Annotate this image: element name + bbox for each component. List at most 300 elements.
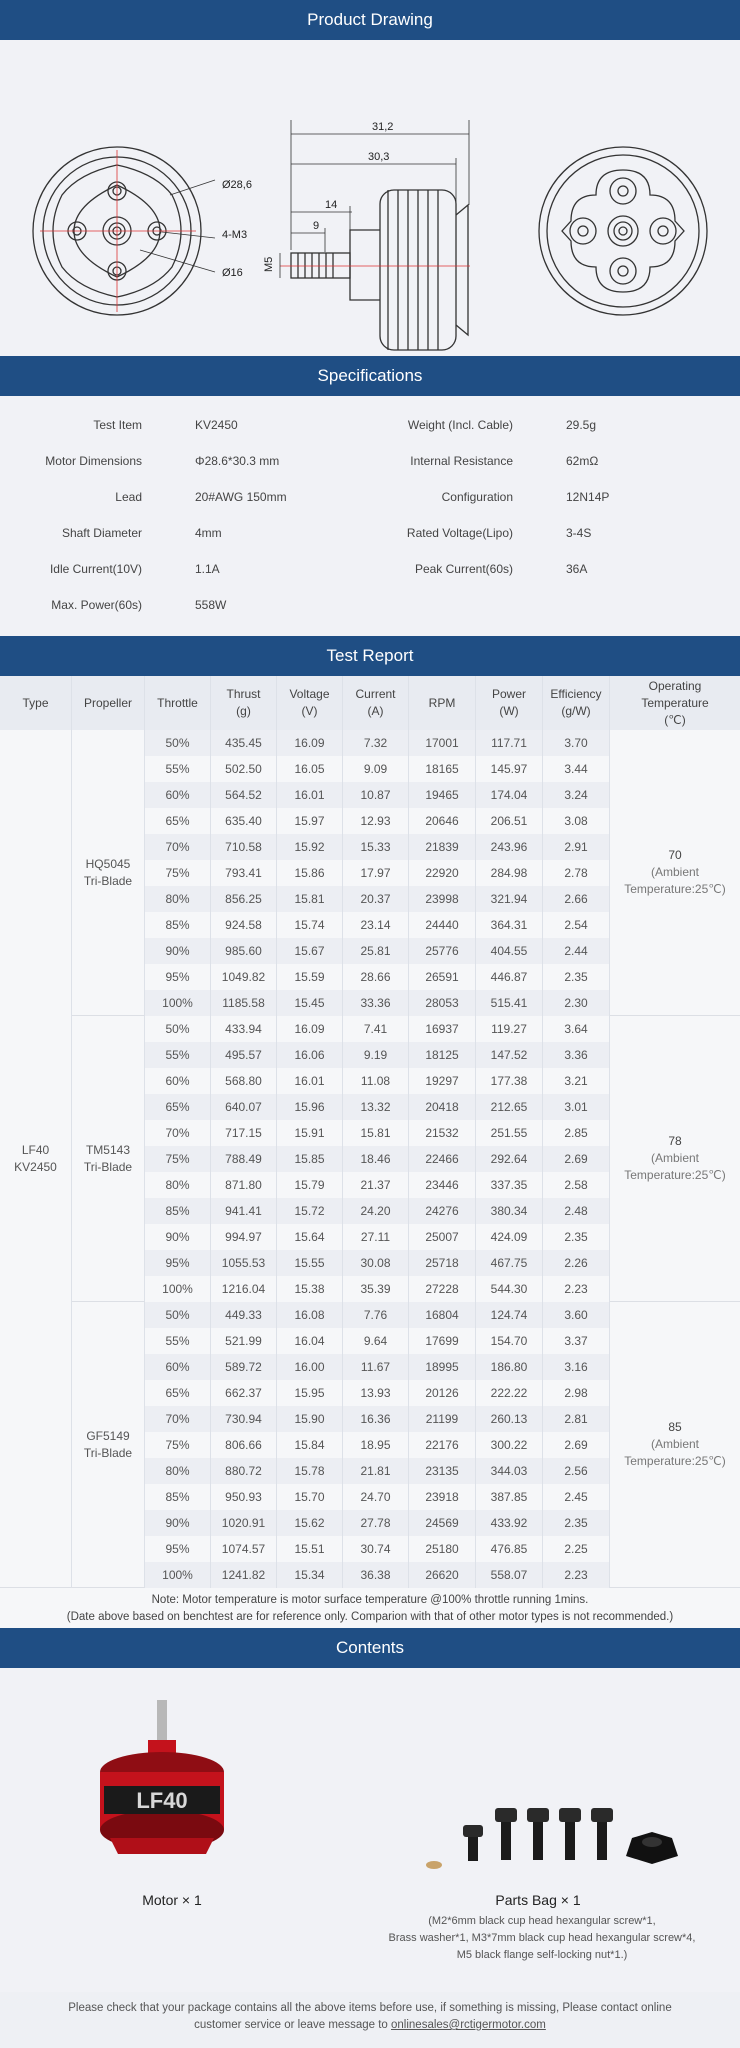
efficiency-cell: 2.81 — [543, 1406, 610, 1432]
throttle-cell: 100% — [145, 1276, 211, 1302]
efficiency-cell: 3.60 — [543, 1302, 610, 1328]
current-cell: 33.36 — [343, 990, 409, 1016]
power-cell: 174.04 — [476, 782, 543, 808]
table-row — [145, 1328, 610, 1354]
efficiency-cell: 3.16 — [543, 1354, 610, 1380]
current-cell: 13.93 — [343, 1380, 409, 1406]
header-propeller: Propeller — [72, 676, 145, 730]
power-cell: 558.07 — [476, 1562, 543, 1588]
voltage-cell: 15.85 — [277, 1146, 343, 1172]
table-row — [145, 1510, 610, 1536]
table-row — [145, 1042, 610, 1068]
parts-detail: (M2*6mm black cup head hexangular screw*1, Brass washer*1, M3*7mm black cup head hexangular screw*4, M5 black flange self-locking nut*1.) — [388, 1915, 696, 1961]
spec-value: 62mΩ — [566, 454, 599, 468]
spec-label: Lead — [115, 490, 142, 504]
current-cell: 28.66 — [343, 964, 409, 990]
throttle-cell: 75% — [145, 1432, 211, 1458]
throttle-cell: 85% — [145, 912, 211, 938]
parts-image — [426, 1808, 678, 1869]
power-cell: 212.65 — [476, 1094, 543, 1120]
efficiency-cell: 3.36 — [543, 1042, 610, 1068]
test-report-table — [0, 676, 740, 1628]
efficiency-cell: 2.25 — [543, 1536, 610, 1562]
efficiency-cell: 2.48 — [543, 1198, 610, 1224]
current-cell: 17.97 — [343, 860, 409, 886]
thrust-cell: 994.97 — [211, 1224, 277, 1250]
thrust-cell: 635.40 — [211, 808, 277, 834]
current-cell: 7.32 — [343, 730, 409, 756]
current-cell: 27.11 — [343, 1224, 409, 1250]
header-power: Power (W) — [476, 676, 543, 730]
spec-value: 12N14P — [566, 490, 610, 504]
dim-14-label: 14 — [325, 199, 338, 211]
temperature-value: 70 — [668, 848, 682, 862]
efficiency-cell: 2.66 — [543, 886, 610, 912]
package-contents — [0, 1668, 740, 1992]
power-cell: 186.80 — [476, 1354, 543, 1380]
throttle-cell: 85% — [145, 1198, 211, 1224]
dim-d16-label: Ø16 — [222, 267, 243, 279]
efficiency-cell: 3.24 — [543, 782, 610, 808]
power-cell: 243.96 — [476, 834, 543, 860]
spec-label: Motor Dimensions — [45, 454, 142, 468]
rpm-cell: 23998 — [409, 886, 476, 912]
current-cell: 35.39 — [343, 1276, 409, 1302]
thrust-cell: 1074.57 — [211, 1536, 277, 1562]
spec-label: Weight (Incl. Cable) — [407, 418, 513, 432]
power-cell: 467.75 — [476, 1250, 543, 1276]
rpm-cell: 23918 — [409, 1484, 476, 1510]
table-header — [0, 676, 740, 730]
voltage-cell: 15.92 — [277, 834, 343, 860]
throttle-cell: 50% — [145, 1302, 211, 1328]
current-cell: 10.87 — [343, 782, 409, 808]
efficiency-cell: 2.44 — [543, 938, 610, 964]
thrust-cell: 640.07 — [211, 1094, 277, 1120]
power-cell: 154.70 — [476, 1328, 543, 1354]
spec-value: 4mm — [195, 526, 222, 540]
ambient-note: (Ambient Temperature:25℃) — [624, 1437, 726, 1468]
drawing-svg — [0, 40, 740, 356]
table-row — [145, 756, 610, 782]
current-cell: 13.32 — [343, 1094, 409, 1120]
thrust-cell: 521.99 — [211, 1328, 277, 1354]
thrust-cell: 793.41 — [211, 860, 277, 886]
spec-value: 558W — [195, 598, 227, 612]
motor-image — [100, 1700, 224, 1854]
voltage-cell: 16.04 — [277, 1328, 343, 1354]
voltage-cell: 15.90 — [277, 1406, 343, 1432]
power-cell: 222.22 — [476, 1380, 543, 1406]
throttle-cell: 95% — [145, 1536, 211, 1562]
efficiency-cell: 3.44 — [543, 756, 610, 782]
current-cell: 21.37 — [343, 1172, 409, 1198]
temperature-cell — [610, 1302, 740, 1588]
footer — [0, 2000, 740, 2034]
power-cell: 476.85 — [476, 1536, 543, 1562]
efficiency-cell: 2.35 — [543, 1510, 610, 1536]
rpm-cell: 24440 — [409, 912, 476, 938]
power-cell: 260.13 — [476, 1406, 543, 1432]
voltage-cell: 15.34 — [277, 1562, 343, 1588]
spec-label: Max. Power(60s) — [51, 598, 142, 612]
table-row — [145, 1302, 610, 1328]
voltage-cell: 15.45 — [277, 990, 343, 1016]
voltage-cell: 16.09 — [277, 730, 343, 756]
throttle-cell: 60% — [145, 782, 211, 808]
throttle-cell: 70% — [145, 1120, 211, 1146]
efficiency-cell: 2.35 — [543, 964, 610, 990]
spec-value: KV2450 — [195, 418, 238, 432]
throttle-cell: 100% — [145, 990, 211, 1016]
table-row — [145, 1224, 610, 1250]
spec-label: Configuration — [441, 490, 513, 504]
throttle-cell: 65% — [145, 1380, 211, 1406]
rpm-cell: 21199 — [409, 1406, 476, 1432]
thrust-cell: 806.66 — [211, 1432, 277, 1458]
efficiency-cell: 2.69 — [543, 1146, 610, 1172]
dim-9-label: 9 — [313, 220, 320, 232]
voltage-cell: 15.81 — [277, 886, 343, 912]
footer-line-1: Please check that your package contains all the above items before use, if something is missing, Please contact online — [68, 2002, 672, 2014]
power-cell: 344.03 — [476, 1458, 543, 1484]
current-cell: 21.81 — [343, 1458, 409, 1484]
temperature-cell — [610, 730, 740, 1016]
throttle-cell: 75% — [145, 860, 211, 886]
power-cell: 380.34 — [476, 1198, 543, 1224]
power-cell: 515.41 — [476, 990, 543, 1016]
power-cell: 433.92 — [476, 1510, 543, 1536]
spec-label: Peak Current(60s) — [414, 562, 513, 576]
power-cell: 387.85 — [476, 1484, 543, 1510]
table-row — [145, 1458, 610, 1484]
header-rpm: RPM — [409, 676, 476, 730]
power-cell: 424.09 — [476, 1224, 543, 1250]
table-row — [145, 1198, 610, 1224]
throttle-cell: 90% — [145, 938, 211, 964]
efficiency-cell: 2.30 — [543, 990, 610, 1016]
throttle-cell: 75% — [145, 1146, 211, 1172]
efficiency-cell: 2.23 — [543, 1562, 610, 1588]
throttle-cell: 65% — [145, 1094, 211, 1120]
note-line-1: Note: Motor temperature is motor surface temperature @100% throttle running 1mins. — [151, 1594, 589, 1606]
power-cell: 147.52 — [476, 1042, 543, 1068]
table-row — [145, 834, 610, 860]
table-row — [145, 886, 610, 912]
power-cell: 404.55 — [476, 938, 543, 964]
parts-caption: Parts Bag × 1 — [495, 1892, 581, 1908]
power-cell: 145.97 — [476, 756, 543, 782]
table-row — [145, 782, 610, 808]
table-row — [145, 730, 610, 756]
spec-label: Internal Resistance — [410, 454, 513, 468]
table-row — [145, 1380, 610, 1406]
current-cell: 16.36 — [343, 1406, 409, 1432]
voltage-cell: 15.84 — [277, 1432, 343, 1458]
voltage-cell: 15.38 — [277, 1276, 343, 1302]
thrust-cell: 924.58 — [211, 912, 277, 938]
current-cell: 9.09 — [343, 756, 409, 782]
current-cell: 24.20 — [343, 1198, 409, 1224]
rpm-cell: 22466 — [409, 1146, 476, 1172]
efficiency-cell: 2.45 — [543, 1484, 610, 1510]
voltage-cell: 15.86 — [277, 860, 343, 886]
efficiency-cell: 2.69 — [543, 1432, 610, 1458]
efficiency-cell: 2.56 — [543, 1458, 610, 1484]
type-cell: LF40 KV2450 — [0, 730, 72, 1588]
section-title-report: Test Report — [0, 636, 740, 676]
power-cell: 251.55 — [476, 1120, 543, 1146]
motor-side-view — [291, 190, 468, 350]
header-thrust: Thrust (g) — [211, 676, 277, 730]
power-cell: 321.94 — [476, 886, 543, 912]
throttle-cell: 85% — [145, 1484, 211, 1510]
header-current: Current (A) — [343, 676, 409, 730]
rpm-cell: 22176 — [409, 1432, 476, 1458]
thrust-cell: 495.57 — [211, 1042, 277, 1068]
throttle-cell: 55% — [145, 1042, 211, 1068]
thrust-cell: 433.94 — [211, 1016, 277, 1042]
header-voltage: Voltage (V) — [277, 676, 343, 730]
voltage-cell: 15.59 — [277, 964, 343, 990]
spec-value: 3-4S — [566, 526, 592, 540]
spec-label: Rated Voltage(Lipo) — [406, 526, 513, 540]
motor-top-view — [539, 147, 707, 315]
note-line-2: (Date above based on benchtest are for reference only. Comparion with that of other motor types is not recommended.) — [66, 1611, 674, 1623]
motor-caption: Motor × 1 — [142, 1892, 202, 1908]
power-cell: 124.74 — [476, 1302, 543, 1328]
power-cell: 206.51 — [476, 808, 543, 834]
efficiency-cell: 3.70 — [543, 730, 610, 756]
spec-label: Test Item — [93, 418, 142, 432]
thrust-cell: 1216.04 — [211, 1276, 277, 1302]
thrust-cell: 1020.91 — [211, 1510, 277, 1536]
thrust-cell: 730.94 — [211, 1406, 277, 1432]
spec-value: 20#AWG 150mm — [195, 490, 287, 504]
rpm-cell: 19465 — [409, 782, 476, 808]
table-row — [145, 1172, 610, 1198]
voltage-cell: 16.08 — [277, 1302, 343, 1328]
thrust-cell: 871.80 — [211, 1172, 277, 1198]
throttle-cell: 80% — [145, 1458, 211, 1484]
header-efficiency: Efficiency (g/W) — [543, 676, 610, 730]
current-cell: 30.08 — [343, 1250, 409, 1276]
rpm-cell: 18995 — [409, 1354, 476, 1380]
table-row — [145, 1276, 610, 1302]
rpm-cell: 17699 — [409, 1328, 476, 1354]
table-row — [145, 1562, 610, 1588]
power-cell: 300.22 — [476, 1432, 543, 1458]
throttle-cell: 50% — [145, 1016, 211, 1042]
table-row — [145, 938, 610, 964]
rpm-cell: 16937 — [409, 1016, 476, 1042]
efficiency-cell: 2.98 — [543, 1380, 610, 1406]
current-cell: 7.76 — [343, 1302, 409, 1328]
thrust-cell: 1241.82 — [211, 1562, 277, 1588]
propeller-cell: GF5149 Tri-Blade — [72, 1302, 145, 1588]
footer-line-2 — [0, 2017, 740, 2034]
current-cell: 15.81 — [343, 1120, 409, 1146]
spec-value: Φ28.6*30.3 mm — [195, 454, 280, 468]
power-cell: 119.27 — [476, 1016, 543, 1042]
voltage-cell: 15.74 — [277, 912, 343, 938]
rpm-cell: 25718 — [409, 1250, 476, 1276]
thrust-cell: 710.58 — [211, 834, 277, 860]
current-cell: 7.41 — [343, 1016, 409, 1042]
voltage-cell: 15.70 — [277, 1484, 343, 1510]
rpm-cell: 26620 — [409, 1562, 476, 1588]
voltage-cell: 15.72 — [277, 1198, 343, 1224]
table-row — [145, 1250, 610, 1276]
voltage-cell: 16.01 — [277, 1068, 343, 1094]
voltage-cell: 15.64 — [277, 1224, 343, 1250]
table-row — [145, 1068, 610, 1094]
voltage-cell: 16.09 — [277, 1016, 343, 1042]
current-cell: 18.46 — [343, 1146, 409, 1172]
thrust-cell: 589.72 — [211, 1354, 277, 1380]
rpm-cell: 26591 — [409, 964, 476, 990]
current-cell: 18.95 — [343, 1432, 409, 1458]
power-cell: 177.38 — [476, 1068, 543, 1094]
rpm-cell: 21839 — [409, 834, 476, 860]
efficiency-cell: 3.01 — [543, 1094, 610, 1120]
contact-email-link[interactable]: onlinesales@rctigermotor.com — [391, 2019, 546, 2031]
voltage-cell: 15.91 — [277, 1120, 343, 1146]
rpm-cell: 24276 — [409, 1198, 476, 1224]
current-cell: 25.81 — [343, 938, 409, 964]
thrust-cell: 856.25 — [211, 886, 277, 912]
dim-30-label: 30,3 — [368, 151, 390, 163]
table-row — [145, 912, 610, 938]
thrust-cell: 1049.82 — [211, 964, 277, 990]
current-cell: 15.33 — [343, 834, 409, 860]
throttle-cell: 100% — [145, 1562, 211, 1588]
efficiency-cell: 3.64 — [543, 1016, 610, 1042]
current-cell: 20.37 — [343, 886, 409, 912]
rpm-cell: 20646 — [409, 808, 476, 834]
dim-d28-label: Ø28,6 — [222, 179, 252, 191]
specifications — [0, 396, 740, 636]
throttle-cell: 90% — [145, 1224, 211, 1250]
rpm-cell: 18165 — [409, 756, 476, 782]
thrust-cell: 941.41 — [211, 1198, 277, 1224]
throttle-cell: 95% — [145, 1250, 211, 1276]
voltage-cell: 15.62 — [277, 1510, 343, 1536]
voltage-cell: 16.00 — [277, 1354, 343, 1380]
header-temperature: Operating Temperature (℃) — [641, 678, 709, 727]
current-cell: 36.38 — [343, 1562, 409, 1588]
power-cell: 117.71 — [476, 730, 543, 756]
voltage-cell: 15.79 — [277, 1172, 343, 1198]
efficiency-cell: 3.21 — [543, 1068, 610, 1094]
section-title-contents: Contents — [0, 1628, 740, 1668]
table-row — [145, 1016, 610, 1042]
efficiency-cell: 2.54 — [543, 912, 610, 938]
efficiency-cell: 2.35 — [543, 1224, 610, 1250]
current-cell: 27.78 — [343, 1510, 409, 1536]
voltage-cell: 15.95 — [277, 1380, 343, 1406]
efficiency-cell: 3.08 — [543, 808, 610, 834]
voltage-cell: 15.96 — [277, 1094, 343, 1120]
throttle-cell: 95% — [145, 964, 211, 990]
table-row — [145, 1432, 610, 1458]
current-cell: 11.08 — [343, 1068, 409, 1094]
motor-logo-text: LF40 — [136, 1788, 188, 1813]
header-throttle: Throttle — [145, 676, 211, 730]
voltage-cell: 16.01 — [277, 782, 343, 808]
spec-label: Idle Current(10V) — [49, 562, 142, 576]
thrust-cell: 435.45 — [211, 730, 277, 756]
rpm-cell: 23446 — [409, 1172, 476, 1198]
propeller-cell: HQ5045 Tri-Blade — [72, 730, 145, 1016]
voltage-cell: 15.78 — [277, 1458, 343, 1484]
power-cell: 446.87 — [476, 964, 543, 990]
temperature-value: 78 — [668, 1134, 682, 1148]
rpm-cell: 28053 — [409, 990, 476, 1016]
product-drawing — [0, 40, 740, 356]
thrust-cell: 662.37 — [211, 1380, 277, 1406]
temperature-value: 85 — [668, 1420, 682, 1434]
throttle-cell: 60% — [145, 1354, 211, 1380]
voltage-cell: 15.55 — [277, 1250, 343, 1276]
dim-m5-label: M5 — [263, 256, 275, 272]
rpm-cell: 20126 — [409, 1380, 476, 1406]
rpm-cell: 23135 — [409, 1458, 476, 1484]
ambient-note: (Ambient Temperature:25℃) — [624, 1151, 726, 1182]
throttle-cell: 80% — [145, 1172, 211, 1198]
spec-value: 36A — [566, 562, 588, 576]
table-row — [145, 1536, 610, 1562]
throttle-cell: 70% — [145, 834, 211, 860]
rpm-cell: 22920 — [409, 860, 476, 886]
header-type: Type — [0, 676, 72, 730]
rpm-cell: 24569 — [409, 1510, 476, 1536]
efficiency-cell: 2.26 — [543, 1250, 610, 1276]
rpm-cell: 21532 — [409, 1120, 476, 1146]
current-cell: 30.74 — [343, 1536, 409, 1562]
thrust-cell: 717.15 — [211, 1120, 277, 1146]
throttle-cell: 50% — [145, 730, 211, 756]
current-cell: 9.19 — [343, 1042, 409, 1068]
table-row — [145, 964, 610, 990]
efficiency-cell: 3.37 — [543, 1328, 610, 1354]
throttle-cell: 55% — [145, 1328, 211, 1354]
spec-value: 29.5g — [566, 418, 597, 432]
rpm-cell: 25180 — [409, 1536, 476, 1562]
spec-label: Shaft Diameter — [61, 526, 142, 540]
temperature-cell — [610, 1016, 740, 1302]
table-row — [145, 1120, 610, 1146]
throttle-cell: 65% — [145, 808, 211, 834]
rpm-cell: 18125 — [409, 1042, 476, 1068]
thrust-cell: 1055.53 — [211, 1250, 277, 1276]
power-cell: 292.64 — [476, 1146, 543, 1172]
thrust-cell: 564.52 — [211, 782, 277, 808]
throttle-cell: 70% — [145, 1406, 211, 1432]
efficiency-cell: 2.91 — [543, 834, 610, 860]
thrust-cell: 568.80 — [211, 1068, 277, 1094]
thrust-cell: 985.60 — [211, 938, 277, 964]
spec-value: 1.1A — [195, 562, 220, 576]
power-cell: 544.30 — [476, 1276, 543, 1302]
power-cell: 284.98 — [476, 860, 543, 886]
current-cell: 24.70 — [343, 1484, 409, 1510]
efficiency-cell: 2.78 — [543, 860, 610, 886]
voltage-cell: 15.51 — [277, 1536, 343, 1562]
efficiency-cell: 2.85 — [543, 1120, 610, 1146]
dim-31-label: 31,2 — [372, 121, 394, 133]
table-row — [145, 990, 610, 1016]
